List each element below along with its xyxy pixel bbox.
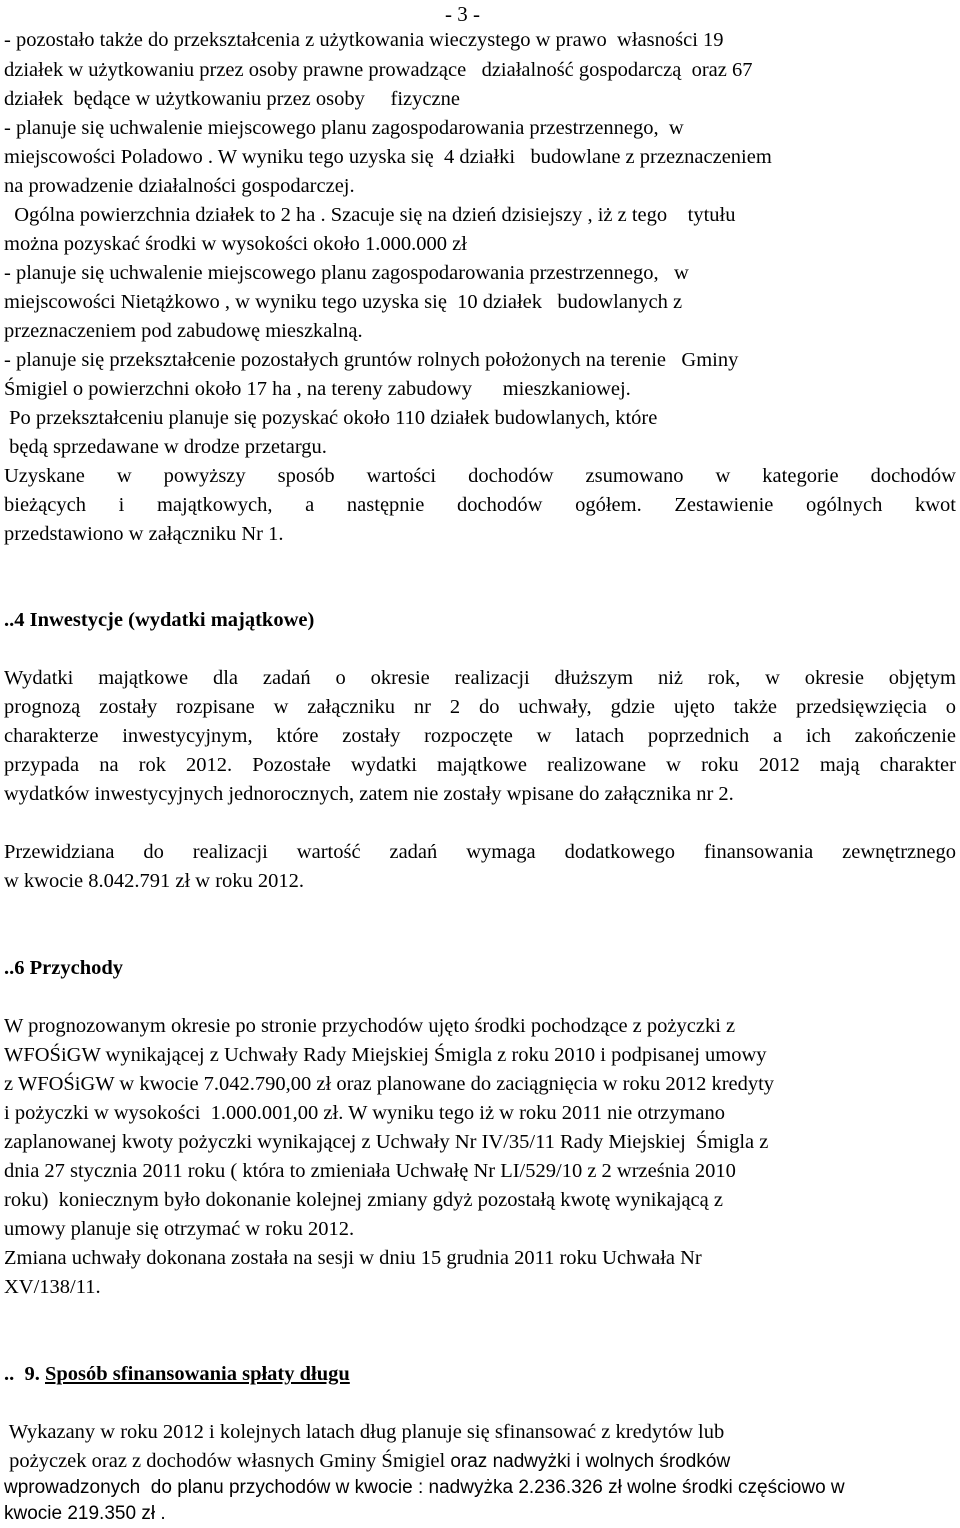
text-line: miejscowości Nietążkowo , w wyniku tego uzyska się 10 działek budowlanych z [4,291,683,313]
text-line: XV/138/11. [4,1276,101,1298]
text-line: działek w użytkowaniu przez osoby prawne prowadzące działalność gospodarczą oraz 67 [4,59,753,81]
text-line: - planuje się uchwalenie miejscowego planu zagospodarowania przestrzennego, w [4,262,689,284]
text-line: - planuje się przekształcenie pozostałych gruntów rolnych położonych na terenie Gminy [4,349,739,371]
text-line: kwocie 219.350 zł . [4,1503,166,1524]
text-segment: oraz nadwyżki i wolnych środków [450,1451,731,1472]
text-line: Wykazany w roku 2012 i kolejnych latach dług planuje się sfinansować z kredytów lub [4,1421,725,1443]
text-line: roku) koniecznym było dokonanie kolejnej zmiany gdyż pozostałą kwotę wynikającą z [4,1189,723,1211]
section-heading-investments: ..4 Inwestycje (wydatki majątkowe) [4,609,315,631]
section-heading-debt-repayment [4,1360,350,1388]
text-line: i pożyczki w wysokości 1.000.001,00 zł. W wyniku tego iż w roku 2011 nie otrzymano [4,1102,725,1124]
text-line: można pozyskać środki w wysokości około 1.000.000 zł [4,233,467,255]
text-segment: pożyczek oraz z dochodów własnych Gminy Śmigiel [4,1450,451,1472]
text-line: umowy planuje się otrzymać w roku 2012. [4,1218,355,1240]
text-line: WFOŚiGW wynikającej z Uchwały Rady Miejskiej Śmigla z roku 2010 i podpisanej umowy [4,1044,767,1066]
text-line: Ogólna powierzchnia działek to 2 ha . Szacuje się na dzień dzisiejszy , iż z tego tytułu [4,204,736,226]
page-number: - 3 - [445,2,480,26]
text-line: Wydatki majątkowe dla zadań o okresie realizacji dłuższym niż rok, w okresie objętym [4,667,956,689]
section-heading-revenues: ..6 Przychody [4,957,123,979]
text-line: - pozostało także do przekształcenia z użytkowania wieczystego w prawo własności 19 [4,29,724,51]
text-line: dnia 27 stycznia 2011 roku ( która to zmieniała Uchwałę Nr LI/529/10 z 2 września 2010 [4,1160,736,1182]
heading-text: Sposób sfinansowania spłaty długu [45,1363,350,1385]
text-line: - planuje się uchwalenie miejscowego planu zagospodarowania przestrzennego, w [4,117,684,139]
text-line: Przewidziana do realizacji wartość zadań wymaga dodatkowego finansowania zewnętrznego [4,841,956,863]
text-line: przeznaczeniem pod zabudowę mieszkalną. [4,320,363,342]
text-line: zaplanowanej kwoty pożyczki wynikającej z Uchwały Nr IV/35/11 Rady Miejskiej Śmigla z [4,1131,769,1153]
text-line: działek będące w użytkowaniu przez osoby fizyczne [4,88,460,110]
text-line: Zmiana uchwały dokonana została na sesji w dniu 15 grudnia 2011 roku Uchwała Nr [4,1247,702,1269]
text-line: będą sprzedawane w drodze przetargu. [4,436,327,458]
text-line: bieżących i majątkowych, a następnie dochodów ogółem. Zestawienie ogólnych kwot [4,494,956,516]
heading-number: .. 9. [4,1363,45,1385]
text-line: Po przekształceniu planuje się pozyskać około 110 działek budowlanych, które [4,407,658,429]
text-line: z WFOŚiGW w kwocie 7.042.790,00 zł oraz planowane do zaciągnięcia w roku 2012 kredyty [4,1073,775,1095]
text-line: wydatków inwestycyjnych jednorocznych, zatem nie zostały wpisane do załącznika nr 2. [4,783,734,805]
text-line: charakterze inwestycyjnym, które zostały rozpoczęte w latach poprzednich a ich zakończenie [4,725,956,747]
text-line: na prowadzenie działalności gospodarczej. [4,175,355,197]
text-line: Uzyskane w powyższy sposób wartości dochodów zsumowano w kategorie dochodów [4,465,956,487]
text-line: w kwocie 8.042.791 zł w roku 2012. [4,870,305,892]
text-line: wprowadzonych do planu przychodów w kwocie : nadwyżka 2.236.326 zł wolne środki częściowo w [4,1477,845,1498]
text-line: przypada na rok 2012. Pozostałe wydatki majątkowe realizowane w roku 2012 mają charakter [4,754,956,776]
text-line: W prognozowanym okresie po stronie przychodów ujęto środki pochodzące z pożyczki z [4,1015,736,1037]
text-line [4,1447,730,1476]
text-line: miejscowości Poladowo . W wyniku tego uzyska się 4 działki budowlane z przeznaczeniem [4,146,772,168]
text-line: prognozą zostały rozpisane w załączniku nr 2 do uchwały, gdzie ujęto także przedsięwzięcia o [4,696,956,718]
text-line: Śmigiel o powierzchni około 17 ha , na tereny zabudowy mieszkaniowej. [4,378,631,400]
text-line: przedstawiono w załączniku Nr 1. [4,523,284,545]
